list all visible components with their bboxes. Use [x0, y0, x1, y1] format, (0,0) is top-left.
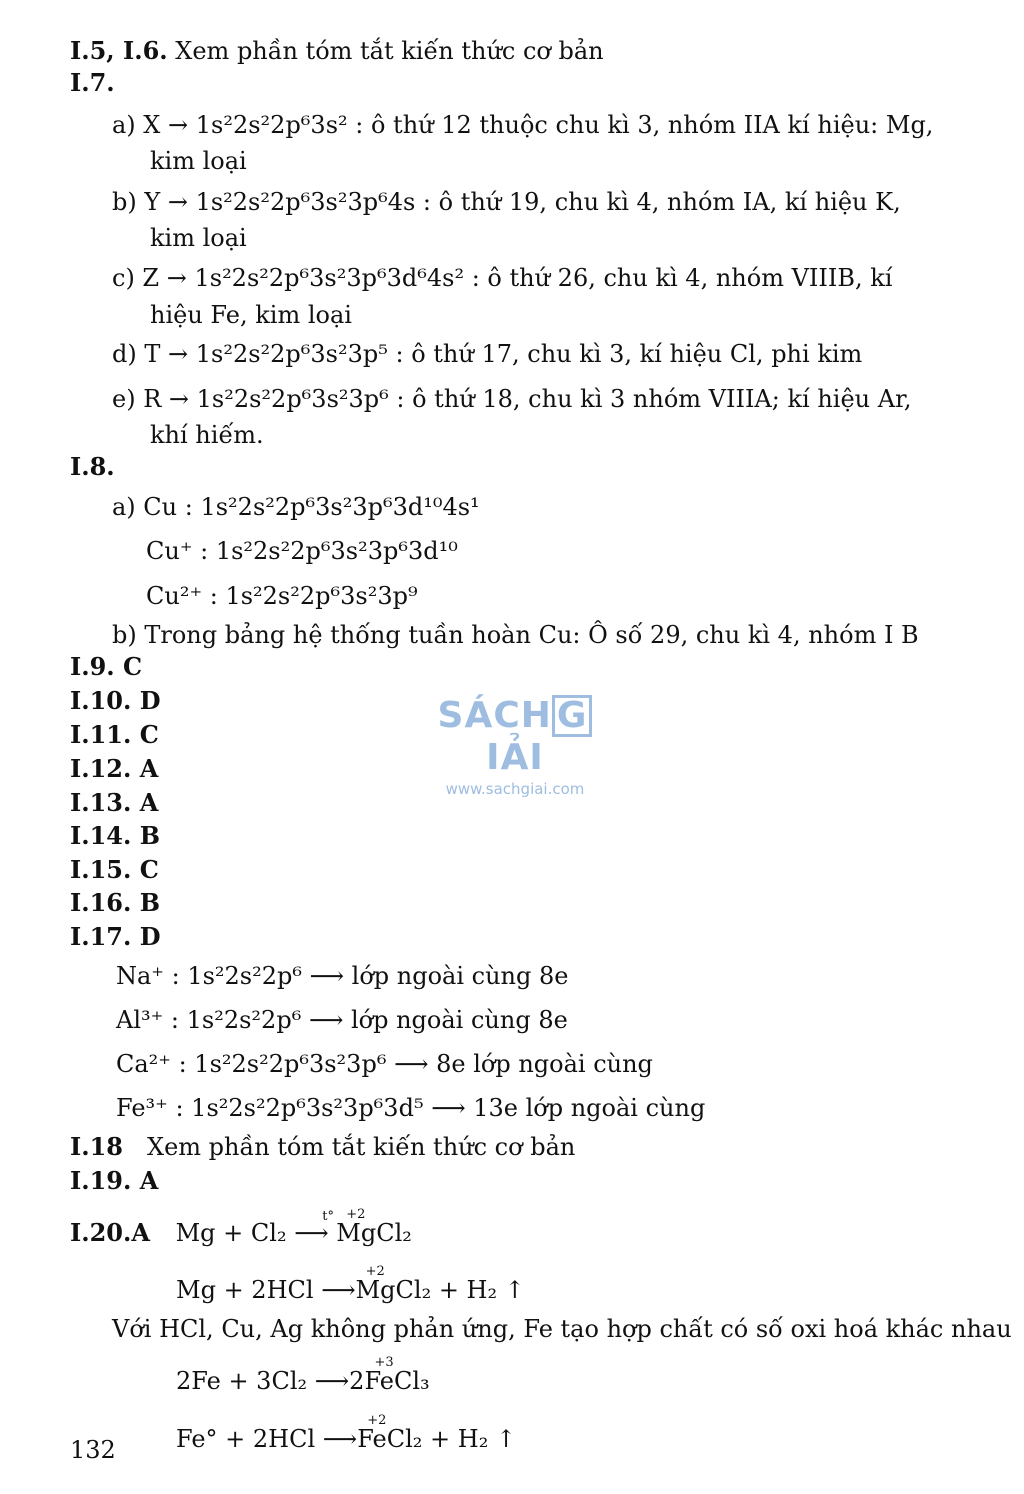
answer-i7-e: e) R → 1s²2s²2p⁶3s²3p⁶ : ô thứ 18, chu kì 3 nhóm VIIIA; kí hiệu Ar,	[112, 385, 912, 413]
watermark-logo-left: SÁCH	[437, 695, 552, 736]
equation-left: Mg + Cl₂	[175, 1219, 287, 1247]
element: Mg	[355, 1276, 396, 1304]
element: Fe	[364, 1367, 394, 1395]
answer-label: I.5, I.6.	[70, 36, 168, 65]
reaction-arrow: ⟶	[322, 1425, 358, 1453]
oxidation-number: +2	[367, 1413, 387, 1428]
note-hcl: Với HCl, Cu, Ag không phản ứng, Fe tạo hợp chất có số oxi hoá khác nhau	[112, 1315, 1012, 1343]
answer-label: I.18	[70, 1132, 123, 1161]
answer-i7-b-cont: kim loại	[150, 224, 247, 252]
answer-i9: I.9. C	[70, 652, 143, 681]
answer-i8-b: b) Trong bảng hệ thống tuần hoàn Cu: Ô số 29, chu kì 4, nhóm I B	[112, 621, 919, 649]
reaction-arrow: ⟶	[321, 1276, 356, 1304]
answer-i7-d: d) T → 1s²2s²2p⁶3s²3p⁵ : ô thứ 17, chu kì 3, kí hiệu Cl, phi kim	[112, 340, 863, 368]
equation-left: 2Fe + 3Cl₂	[176, 1367, 308, 1395]
oxidized-element	[364, 1355, 394, 1396]
answer-label: I.20.A	[70, 1218, 150, 1247]
answer-i14: I.14. B	[70, 821, 160, 850]
watermark-logo	[410, 695, 620, 778]
answer-i17-ca: Ca²⁺ : 1s²2s²2p⁶3s²3p⁶ ⟶ 8e lớp ngoài cùng	[116, 1050, 653, 1078]
answer-i15: I.15. C	[70, 855, 159, 884]
answer-i17-fe: Fe³⁺ : 1s²2s²2p⁶3s²3p⁶3d⁵ ⟶ 13e lớp ngoài cùng	[116, 1094, 706, 1122]
oxidation-number: +3	[374, 1355, 394, 1370]
oxidized-element	[336, 1207, 377, 1248]
answer-i18	[70, 1132, 575, 1162]
answer-i17: I.17. D	[70, 922, 161, 951]
answer-i7-b: b) Y → 1s²2s²2p⁶3s²3p⁶4s : ô thứ 19, chu kì 4, nhóm IA, kí hiệu K,	[112, 188, 901, 216]
oxidized-element	[355, 1264, 396, 1305]
page-number: 132	[70, 1436, 116, 1464]
answer-i7-a: a) X → 1s²2s²2p⁶3s² : ô thứ 12 thuộc chu kì 3, nhóm IIA kí hiệu: Mg,	[112, 111, 934, 139]
oxidized-element	[357, 1413, 387, 1454]
answer-i8-label: I.8.	[70, 452, 115, 481]
equation-fe-cl2	[176, 1355, 430, 1396]
reaction-arrow: ⟶	[314, 1367, 350, 1395]
answer-i7-e-cont: khí hiếm.	[150, 421, 264, 449]
arrow-glyph: ⟶	[294, 1219, 329, 1247]
coefficient: 2	[349, 1367, 365, 1395]
answer-i8-a: a) Cu : 1s²2s²2p⁶3s²3p⁶3d¹⁰4s¹	[112, 493, 480, 521]
watermark-logo-g: G	[552, 695, 593, 737]
answer-i8-cu-2plus: Cu²⁺ : 1s²2s²2p⁶3s²3p⁹	[146, 582, 418, 610]
answer-i20	[70, 1207, 412, 1248]
answer-i19: I.19. A	[70, 1166, 159, 1195]
equation-fe-hcl	[176, 1413, 517, 1454]
watermark-logo-right: IẢI	[486, 737, 544, 778]
element: Mg	[336, 1219, 377, 1247]
answer-text: Xem phần tóm tắt kiến thức cơ bản	[146, 1133, 576, 1161]
equation-right: Cl₃	[393, 1367, 430, 1395]
answer-i8-cu-plus: Cu⁺ : 1s²2s²2p⁶3s²3p⁶3d¹⁰	[146, 537, 458, 565]
reaction-arrow	[294, 1209, 334, 1248]
equation-mg-hcl	[176, 1264, 525, 1305]
answer-text: Xem phần tóm tắt kiến thức cơ bản	[167, 37, 604, 65]
watermark-url: www.sachgiai.com	[445, 780, 585, 798]
answer-i7-label: I.7.	[70, 68, 115, 97]
answer-i17-al: Al³⁺ : 1s²2s²2p⁶ ⟶ lớp ngoài cùng 8e	[116, 1006, 568, 1034]
answer-i10: I.10. D	[70, 686, 161, 715]
equation-right: Cl₂ + H₂ ↑	[395, 1276, 525, 1304]
watermark	[410, 695, 620, 798]
answer-i17-na: Na⁺ : 1s²2s²2p⁶ ⟶ lớp ngoài cùng 8e	[116, 962, 569, 990]
answer-i12: I.12. A	[70, 754, 159, 783]
answer-i7-a-cont: kim loại	[150, 147, 247, 175]
reaction-condition: t°	[322, 1209, 334, 1224]
answer-i7-c: c) Z → 1s²2s²2p⁶3s²3p⁶3d⁶4s² : ô thứ 26, chu kì 4, nhóm VIIIB, kí	[112, 264, 893, 292]
oxidation-number: +2	[365, 1264, 385, 1279]
equation-left: Mg + 2HCl	[176, 1276, 314, 1304]
equation-left: Fe° + 2HCl	[176, 1425, 316, 1453]
answer-i11: I.11. C	[70, 720, 159, 749]
equation-right: Cl₂	[376, 1219, 412, 1247]
oxidation-number: +2	[346, 1207, 366, 1222]
answer-i16: I.16. B	[70, 888, 160, 917]
answer-i5-i6	[70, 36, 604, 66]
element: Fe	[357, 1425, 387, 1453]
answer-i7-c-cont: hiệu Fe, kim loại	[150, 301, 352, 329]
answer-i13: I.13. A	[70, 788, 159, 817]
equation-right: Cl₂ + H₂ ↑	[386, 1425, 517, 1453]
